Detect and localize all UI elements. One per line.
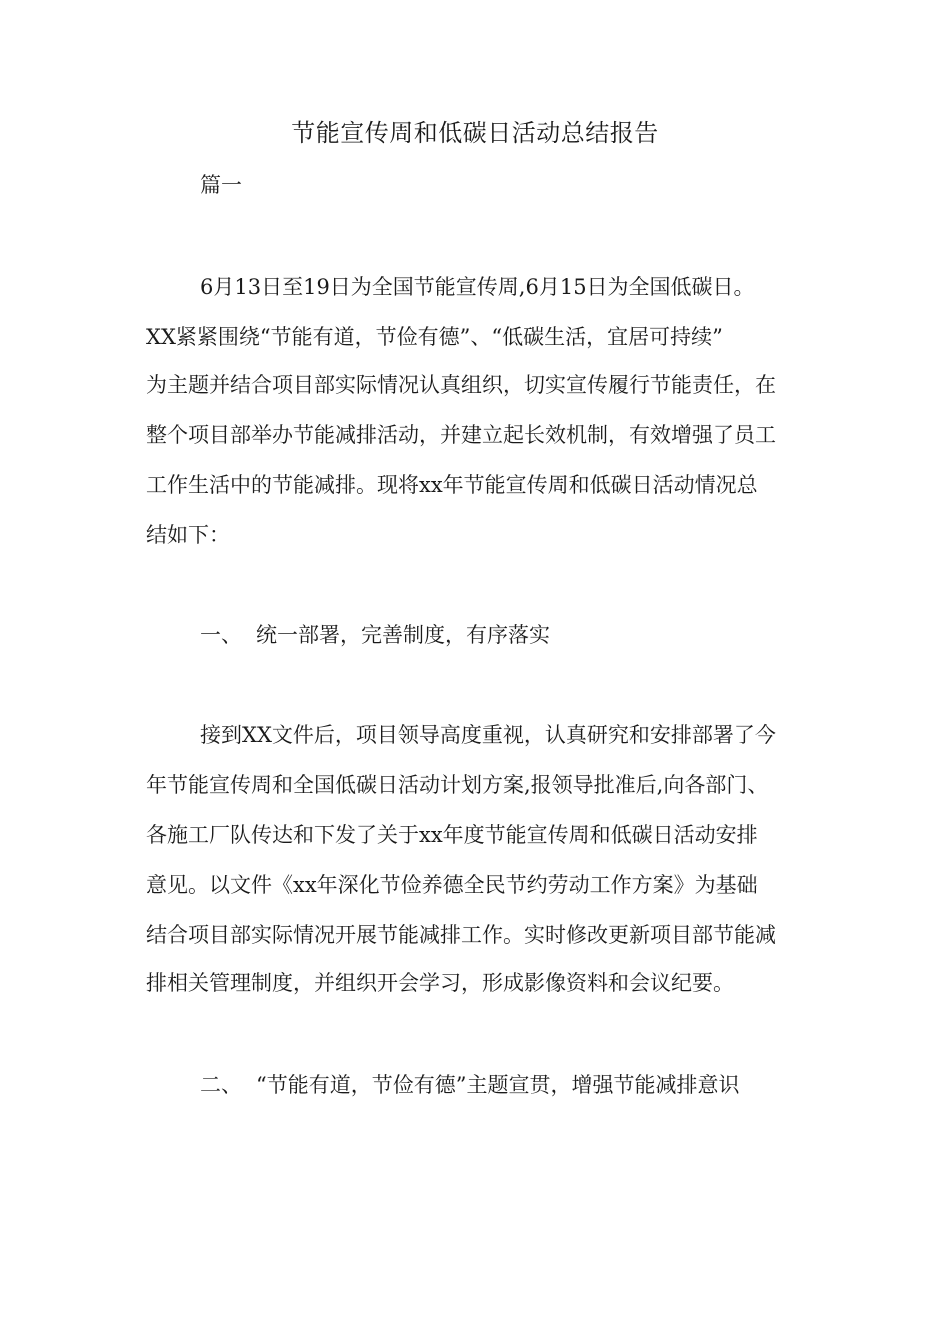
section-heading-text: “节能有道，节俭有德”主题宣贯，增强节能减排意识	[256, 1073, 740, 1097]
section-number: 一、	[200, 623, 242, 647]
paragraph-line: 年节能宣传周和全国低碳日活动计划方案,报领导批准后,向各部门、	[146, 773, 769, 797]
section-heading	[200, 1070, 820, 1100]
intro-line: XX紧紧围绕“节能有道，节俭有德”、“低碳生活，宜居可持续”	[146, 325, 723, 349]
paragraph-line: 意见。以文件《xx年深化节俭养德全民节约劳动工作方案》为基础	[146, 873, 758, 897]
section-heading-text: 统一部署，完善制度，有序落实	[256, 623, 550, 647]
paragraph-line: 接到XX文件后，项目领导高度重视，认真研究和安排部署了今	[200, 723, 776, 747]
section-number: 二、	[200, 1073, 242, 1097]
document-title: 节能宣传周和低碳日活动总结报告	[291, 119, 659, 147]
section-heading	[200, 620, 820, 650]
paragraph-line: 结合项目部实际情况开展节能减排工作。实时修改更新项目部节能减	[146, 923, 776, 947]
paragraph-line: 排相关管理制度，并组织开会学习，形成影像资料和会议纪要。	[146, 971, 734, 995]
intro-line: 工作生活中的节能减排。现将xx年节能宣传周和低碳日活动情况总	[146, 473, 758, 497]
part-label: 篇一	[200, 173, 242, 197]
intro-line: 6月13日至19日为全国节能宣传周,6月15日为全国低碳日。	[200, 275, 755, 299]
paragraph-line: 各施工厂队传达和下发了关于xx年度节能宣传周和低碳日活动安排	[146, 823, 758, 847]
intro-line: 整个项目部举办节能减排活动，并建立起长效机制，有效增强了员工	[146, 423, 776, 447]
intro-line: 结如下：	[146, 523, 230, 547]
intro-line: 为主题并结合项目部实际情况认真组织，切实宣传履行节能责任，在	[146, 373, 776, 397]
